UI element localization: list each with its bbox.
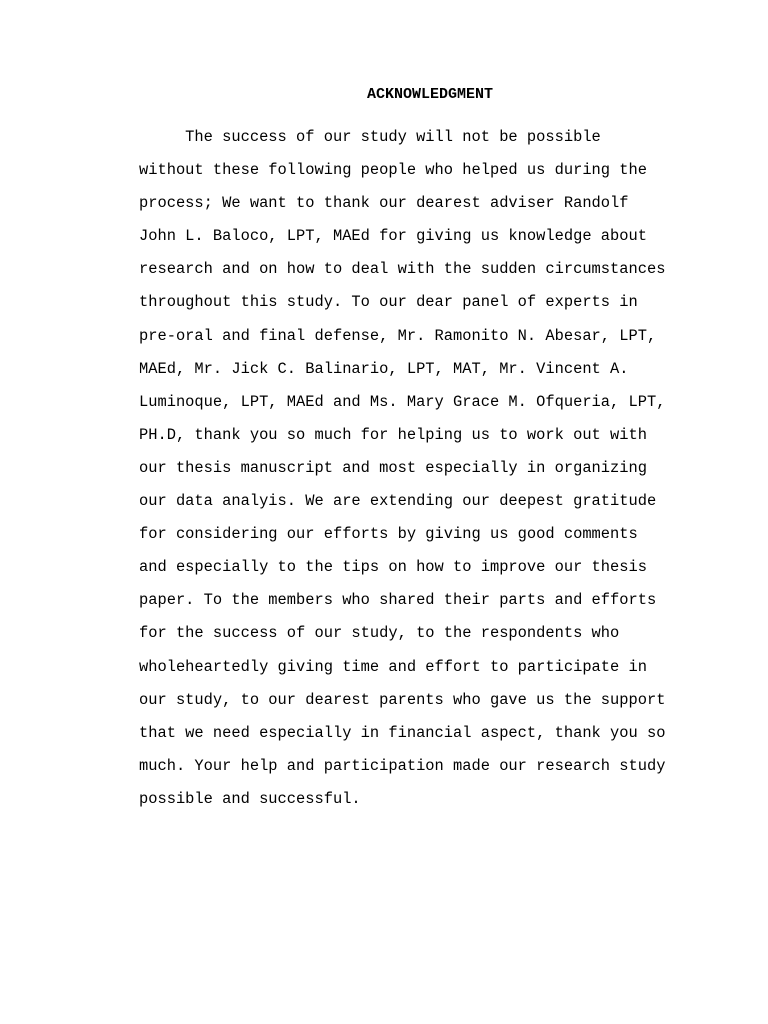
page-title: ACKNOWLEDGMENT <box>366 86 494 103</box>
text-line: our data analyis. We are extending our deepest gratitude <box>139 492 657 511</box>
text-line: for considering our efforts by giving us good comments <box>139 525 638 544</box>
text-line: and especially to the tips on how to improve our thesis <box>139 558 647 577</box>
acknowledgment-paragraph <box>139 128 699 823</box>
text-line: Luminoque, LPT, MAEd and Ms. Mary Grace M. Ofqueria, LPT, <box>139 392 666 411</box>
text-line: without these following people who helped us during the <box>139 161 647 180</box>
text-line: our study, to our dearest parents who gave us the support <box>139 690 666 709</box>
text-line: research and on how to deal with the sudden circumstances <box>139 260 666 279</box>
text-line: throughout this study. To our dear panel of experts in <box>139 293 638 312</box>
text-line: John L. Baloco, LPT, MAEd for giving us knowledge about <box>139 227 647 246</box>
text-line: process; We want to thank our dearest adviser Randolf <box>139 194 629 213</box>
text-line: pre-oral and final defense, Mr. Ramonito N. Abesar, LPT, <box>139 326 657 345</box>
text-line: PH.D, thank you so much for helping us to work out with <box>139 425 647 444</box>
text-line: our thesis manuscript and most especially in organizing <box>139 458 647 477</box>
text-line: much. Your help and participation made our research study <box>139 756 666 775</box>
text-line: MAEd, Mr. Jick C. Balinario, LPT, MAT, Mr. Vincent A. <box>139 359 629 378</box>
text-line: for the success of our study, to the respondents who <box>139 624 620 643</box>
text-line: The success of our study will not be possible <box>139 128 601 146</box>
text-line: that we need especially in financial aspect, thank you so <box>139 723 666 742</box>
text-line: wholeheartedly giving time and effort to participate in <box>139 657 647 676</box>
text-line: possible and successful. <box>139 789 361 808</box>
text-line: paper. To the members who shared their parts and efforts <box>139 591 657 610</box>
